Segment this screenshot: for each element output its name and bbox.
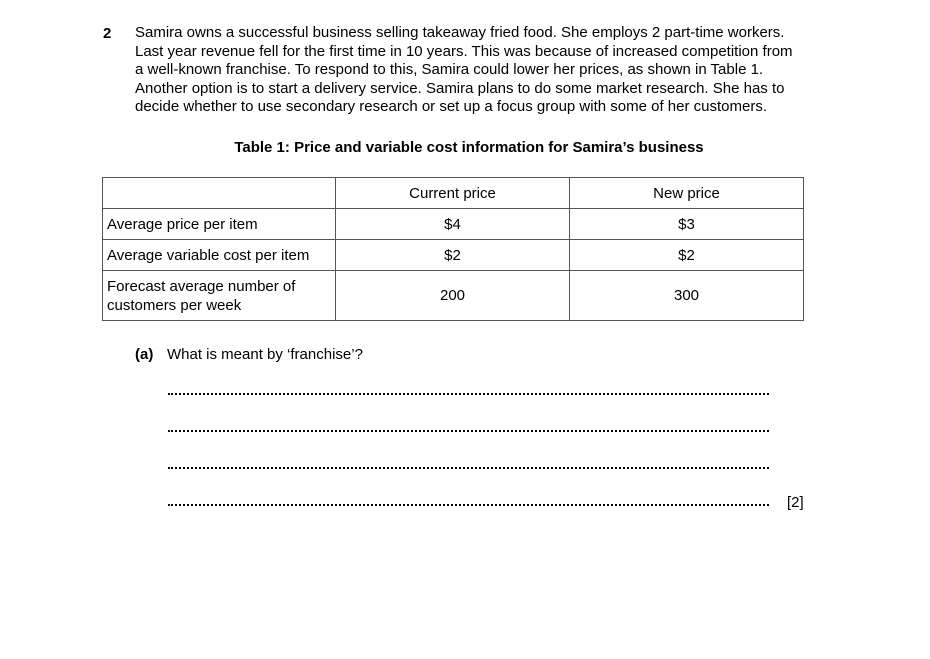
current-price-cell: $2	[336, 240, 570, 271]
new-price-cell: $3	[570, 209, 804, 240]
answer-line[interactable]	[168, 393, 769, 395]
row-label: Forecast average number of customers per week	[103, 271, 336, 321]
intro-line: Another option is to start a delivery service. Samira plans to do some market research. She has to	[135, 79, 785, 97]
new-price-cell: 300	[570, 271, 804, 321]
table-header-cell	[103, 178, 336, 209]
question-intro	[135, 24, 825, 117]
row-label: Average price per item	[103, 209, 336, 240]
intro-line: Samira owns a successful business selling takeaway fried food. She employs 2 part-time workers.	[135, 24, 785, 41]
current-price-cell: 200	[336, 271, 570, 321]
intro-line: a well-known franchise. To respond to this, Samira could lower her prices, as shown in Table 1.	[135, 61, 764, 79]
answer-line[interactable]	[168, 430, 769, 432]
part-question: What is meant by ‘franchise’?	[167, 346, 363, 363]
new-price-cell: $2	[570, 240, 804, 271]
table-row	[103, 209, 804, 240]
intro-line: Last year revenue fell for the first time in 10 years. This was because of increased competition from	[135, 42, 793, 60]
table-row	[103, 240, 804, 271]
answer-line[interactable]	[168, 467, 769, 469]
intro-line: decide whether to use secondary research or set up a focus group with some of her customers.	[135, 98, 767, 116]
table-title: Table 1: Price and variable cost information for Samira’s business	[234, 139, 704, 156]
table-row	[103, 271, 804, 321]
table-header-cell: New price	[570, 178, 804, 209]
table-header-cell: Current price	[336, 178, 570, 209]
part-label: (a)	[135, 346, 154, 363]
answer-line[interactable]	[168, 504, 769, 506]
price-cost-table	[102, 177, 804, 321]
current-price-cell: $4	[336, 209, 570, 240]
marks-label: [2]	[787, 494, 804, 511]
row-label: Average variable cost per item	[103, 240, 336, 271]
table-header-row	[103, 178, 804, 209]
question-number: 2	[103, 25, 112, 42]
